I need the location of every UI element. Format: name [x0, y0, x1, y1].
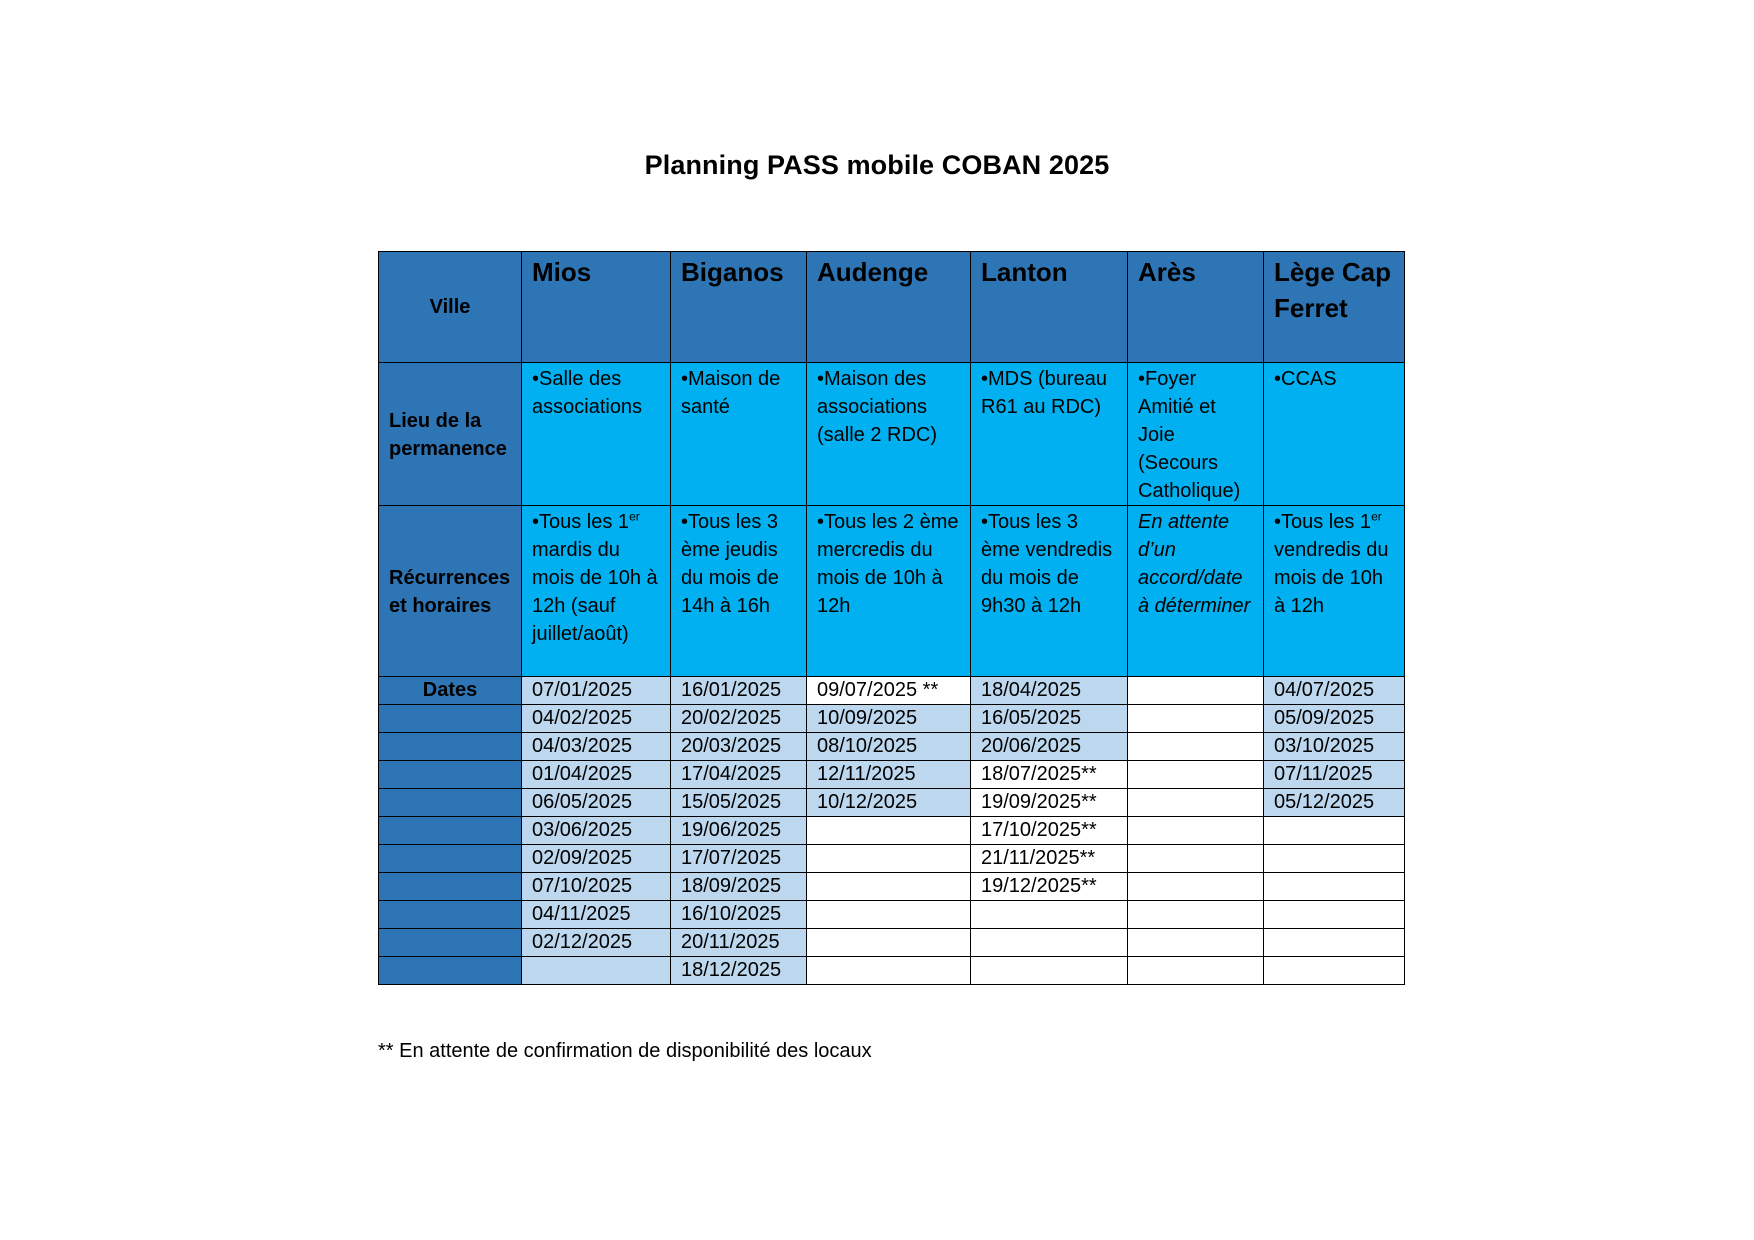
lieu-cell-lege-cap-ferret: •CCAS	[1264, 363, 1405, 506]
date-row	[379, 817, 1405, 845]
date-cell	[1264, 929, 1405, 957]
city-header-ares: Arès	[1128, 252, 1264, 363]
date-cell: 16/10/2025	[671, 901, 807, 929]
date-row	[379, 845, 1405, 873]
date-cell	[971, 901, 1128, 929]
date-cell	[1128, 677, 1264, 705]
lieu-cell-lanton: •MDS (bureau R61 au RDC)	[971, 363, 1128, 506]
ville-row	[379, 252, 1405, 363]
date-cell	[807, 873, 971, 901]
date-cell: 10/09/2025	[807, 705, 971, 733]
date-cell: 02/09/2025	[522, 845, 671, 873]
date-cell	[807, 901, 971, 929]
date-cell	[971, 957, 1128, 985]
lieu-cell-audenge: •Maison des associations (salle 2 RDC)	[807, 363, 971, 506]
date-cell: 19/06/2025	[671, 817, 807, 845]
dates-label-blank	[379, 705, 522, 733]
lieu-cell-ares: •Foyer Amitié et Joie (Secours Catholique)	[1128, 363, 1264, 506]
date-cell: 21/11/2025**	[971, 845, 1128, 873]
dates-row-label: Dates	[379, 677, 522, 705]
date-cell: 05/12/2025	[1264, 789, 1405, 817]
dates-label-blank	[379, 789, 522, 817]
city-header-lanton: Lanton	[971, 252, 1128, 363]
date-cell	[1128, 733, 1264, 761]
date-cell: 03/06/2025	[522, 817, 671, 845]
date-row	[379, 957, 1405, 985]
dates-label-blank	[379, 733, 522, 761]
city-header-biganos: Biganos	[671, 252, 807, 363]
date-cell: 18/12/2025	[671, 957, 807, 985]
date-cell: 17/04/2025	[671, 761, 807, 789]
date-cell: 20/03/2025	[671, 733, 807, 761]
date-cell: 07/10/2025	[522, 873, 671, 901]
date-cell: 16/05/2025	[971, 705, 1128, 733]
dates-label-blank	[379, 817, 522, 845]
recurrence-cell-lege-cap-ferret: •Tous les 1er vendredis du mois de 10h à 12h	[1264, 506, 1405, 677]
date-cell	[522, 957, 671, 985]
date-cell	[1264, 873, 1405, 901]
date-cell	[1264, 957, 1405, 985]
date-cell: 09/07/2025 **	[807, 677, 971, 705]
date-cell	[1128, 929, 1264, 957]
recurrence-cell-ares: En attente d’un accord/date à déterminer	[1128, 506, 1264, 677]
recurrence-cell-mios: •Tous les 1er mardis du mois de 10h à 12h (sauf juillet/août)	[522, 506, 671, 677]
date-cell	[1128, 789, 1264, 817]
date-cell	[1264, 817, 1405, 845]
date-cell	[971, 929, 1128, 957]
recurrence-cell-lanton: •Tous les 3 ème vendredis du mois de 9h30 à 12h	[971, 506, 1128, 677]
date-cell: 04/02/2025	[522, 705, 671, 733]
dates-label-blank	[379, 873, 522, 901]
lieu-row-label: Lieu de la permanence	[379, 363, 522, 506]
date-row	[379, 761, 1405, 789]
date-cell	[1128, 901, 1264, 929]
date-cell: 05/09/2025	[1264, 705, 1405, 733]
date-cell: 18/04/2025	[971, 677, 1128, 705]
date-cell: 04/03/2025	[522, 733, 671, 761]
date-cell: 16/01/2025	[671, 677, 807, 705]
date-row	[379, 677, 1405, 705]
date-cell: 17/07/2025	[671, 845, 807, 873]
date-cell: 04/11/2025	[522, 901, 671, 929]
date-cell	[807, 929, 971, 957]
date-cell: 20/11/2025	[671, 929, 807, 957]
recurrence-cell-biganos: •Tous les 3 ème jeudis du mois de 14h à 16h	[671, 506, 807, 677]
date-row	[379, 929, 1405, 957]
date-row	[379, 733, 1405, 761]
date-cell: 12/11/2025	[807, 761, 971, 789]
date-cell: 03/10/2025	[1264, 733, 1405, 761]
date-cell: 01/04/2025	[522, 761, 671, 789]
recurrence-row	[379, 506, 1405, 677]
date-cell: 18/09/2025	[671, 873, 807, 901]
lieu-cell-mios: •Salle des associations	[522, 363, 671, 506]
planning-table	[378, 251, 1405, 985]
date-cell: 10/12/2025	[807, 789, 971, 817]
recurrence-cell-audenge: •Tous les 2 ème mercredis du mois de 10h à 12h	[807, 506, 971, 677]
city-header-lege-cap-ferret: Lège Cap Ferret	[1264, 252, 1405, 363]
date-row	[379, 705, 1405, 733]
date-cell: 04/07/2025	[1264, 677, 1405, 705]
date-cell: 08/10/2025	[807, 733, 971, 761]
date-cell	[1128, 705, 1264, 733]
date-cell	[807, 817, 971, 845]
date-row	[379, 789, 1405, 817]
date-cell	[1264, 901, 1405, 929]
ville-row-label: Ville	[379, 252, 522, 363]
date-cell: 20/02/2025	[671, 705, 807, 733]
date-cell	[807, 845, 971, 873]
date-cell: 19/09/2025**	[971, 789, 1128, 817]
date-cell	[1128, 761, 1264, 789]
date-row	[379, 901, 1405, 929]
footnote: ** En attente de confirmation de disponibilité des locaux	[378, 1040, 872, 1062]
date-cell: 06/05/2025	[522, 789, 671, 817]
lieu-row	[379, 363, 1405, 506]
dates-label-blank	[379, 901, 522, 929]
date-cell	[1128, 873, 1264, 901]
date-cell: 15/05/2025	[671, 789, 807, 817]
date-cell	[1128, 957, 1264, 985]
lieu-cell-biganos: •Maison de santé	[671, 363, 807, 506]
recurrence-row-label: Récurrences et horaires	[379, 506, 522, 677]
date-cell: 02/12/2025	[522, 929, 671, 957]
date-cell	[807, 957, 971, 985]
date-cell: 18/07/2025**	[971, 761, 1128, 789]
dates-label-blank	[379, 957, 522, 985]
date-cell	[1264, 845, 1405, 873]
date-cell: 07/11/2025	[1264, 761, 1405, 789]
date-cell: 17/10/2025**	[971, 817, 1128, 845]
date-cell	[1128, 845, 1264, 873]
dates-label-blank	[379, 845, 522, 873]
date-cell: 19/12/2025**	[971, 873, 1128, 901]
page-title: Planning PASS mobile COBAN 2025	[644, 150, 1110, 180]
date-cell: 20/06/2025	[971, 733, 1128, 761]
city-header-mios: Mios	[522, 252, 671, 363]
dates-label-blank	[379, 929, 522, 957]
date-row	[379, 873, 1405, 901]
dates-label-blank	[379, 761, 522, 789]
date-cell: 07/01/2025	[522, 677, 671, 705]
city-header-audenge: Audenge	[807, 252, 971, 363]
date-cell	[1128, 817, 1264, 845]
